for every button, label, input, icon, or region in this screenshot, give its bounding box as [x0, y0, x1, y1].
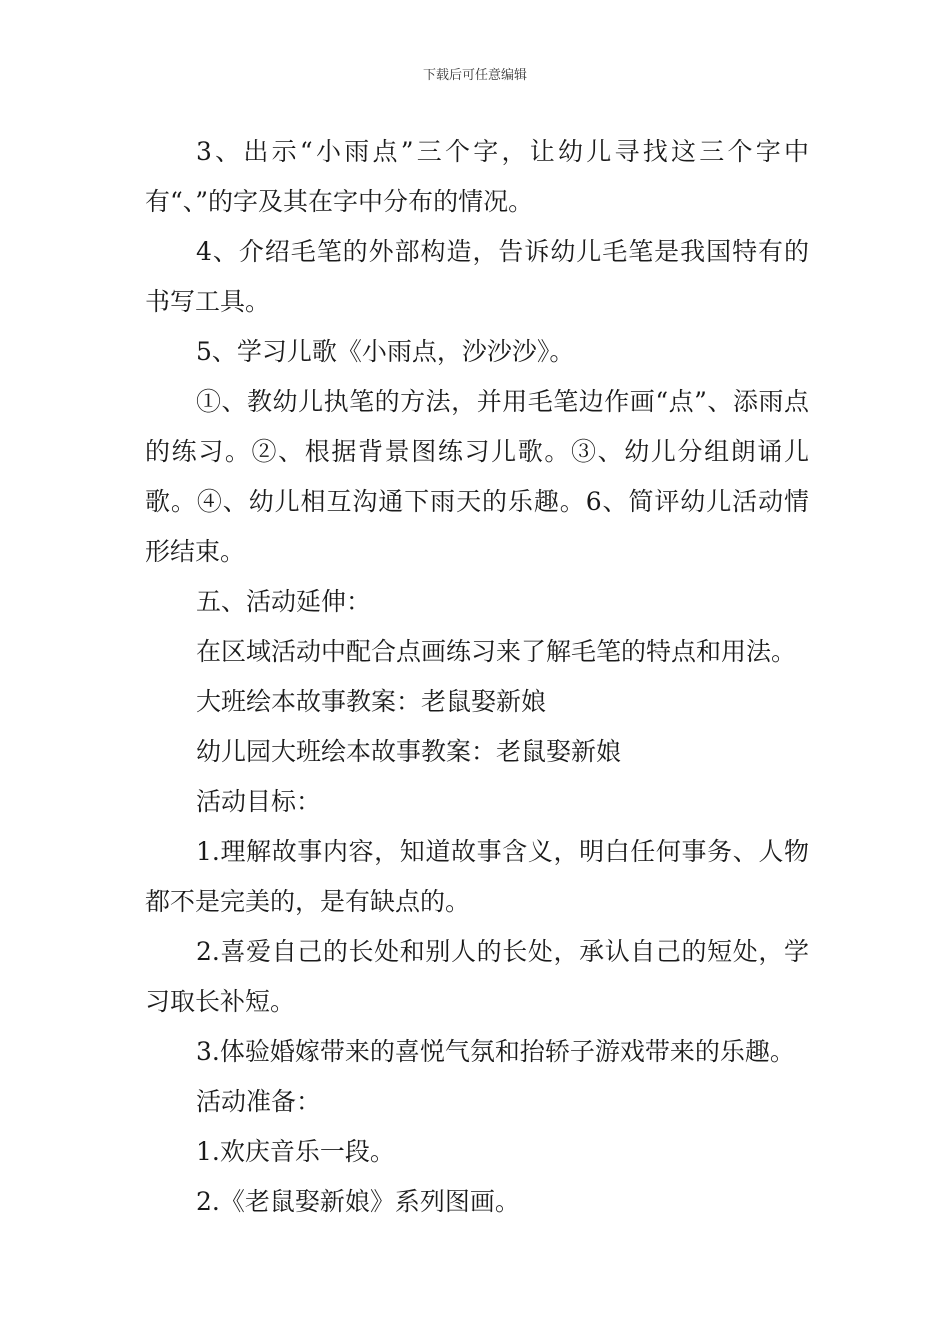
page-header: 下载后可任意编辑: [422, 68, 527, 83]
goal-item-1: 1.理解故事内容，知道故事含义，明白任何事务、人物都不是完美的，是有缺点的。: [145, 837, 809, 916]
paragraph-step-4: 4、介绍毛笔的外部构造，告诉幼儿毛笔是我国特有的书写工具。: [145, 237, 809, 316]
goal-item-3: 3.体验婚嫁带来的喜悦气氛和抬轿子游戏带来的乐趣。: [196, 1037, 795, 1066]
preparation-item-1: 1.欢庆音乐一段。: [196, 1137, 395, 1166]
lesson-subtitle: 幼儿园大班绘本故事教案：老鼠娶新娘: [196, 737, 622, 766]
paragraph-substeps: ①、教幼儿执笔的方法，并用毛笔边作画“点”、添雨点的练习。②、根据背景图练习儿歌。③、幼儿分组朗诵儿歌。④、幼儿相互沟通下雨天的乐趣。6、简评幼儿活动情形结束。: [145, 387, 809, 566]
paragraph-extension: 在区域活动中配合点画练习来了解毛笔的特点和用法。: [196, 637, 797, 666]
preparation-item-2: 2.《老鼠娶新娘》系列图画。: [196, 1187, 520, 1216]
paragraph-step-3: 3、出示“小雨点”三个字，让幼儿寻找这三个字中有“、”的字及其在字中分布的情况。: [145, 137, 809, 216]
document-body: [145, 127, 809, 1227]
section-heading-preparation: 活动准备：: [196, 1087, 322, 1116]
section-heading-goals: 活动目标：: [196, 787, 322, 816]
paragraph-step-5: 5、学习儿歌《小雨点，沙沙沙》。: [196, 337, 575, 366]
lesson-title: 大班绘本故事教案：老鼠娶新娘: [196, 687, 547, 716]
goal-item-2: 2.喜爱自己的长处和别人的长处，承认自己的短处，学习取长补短。: [145, 937, 809, 1016]
section-heading-extension: 五、活动延伸：: [196, 587, 372, 616]
